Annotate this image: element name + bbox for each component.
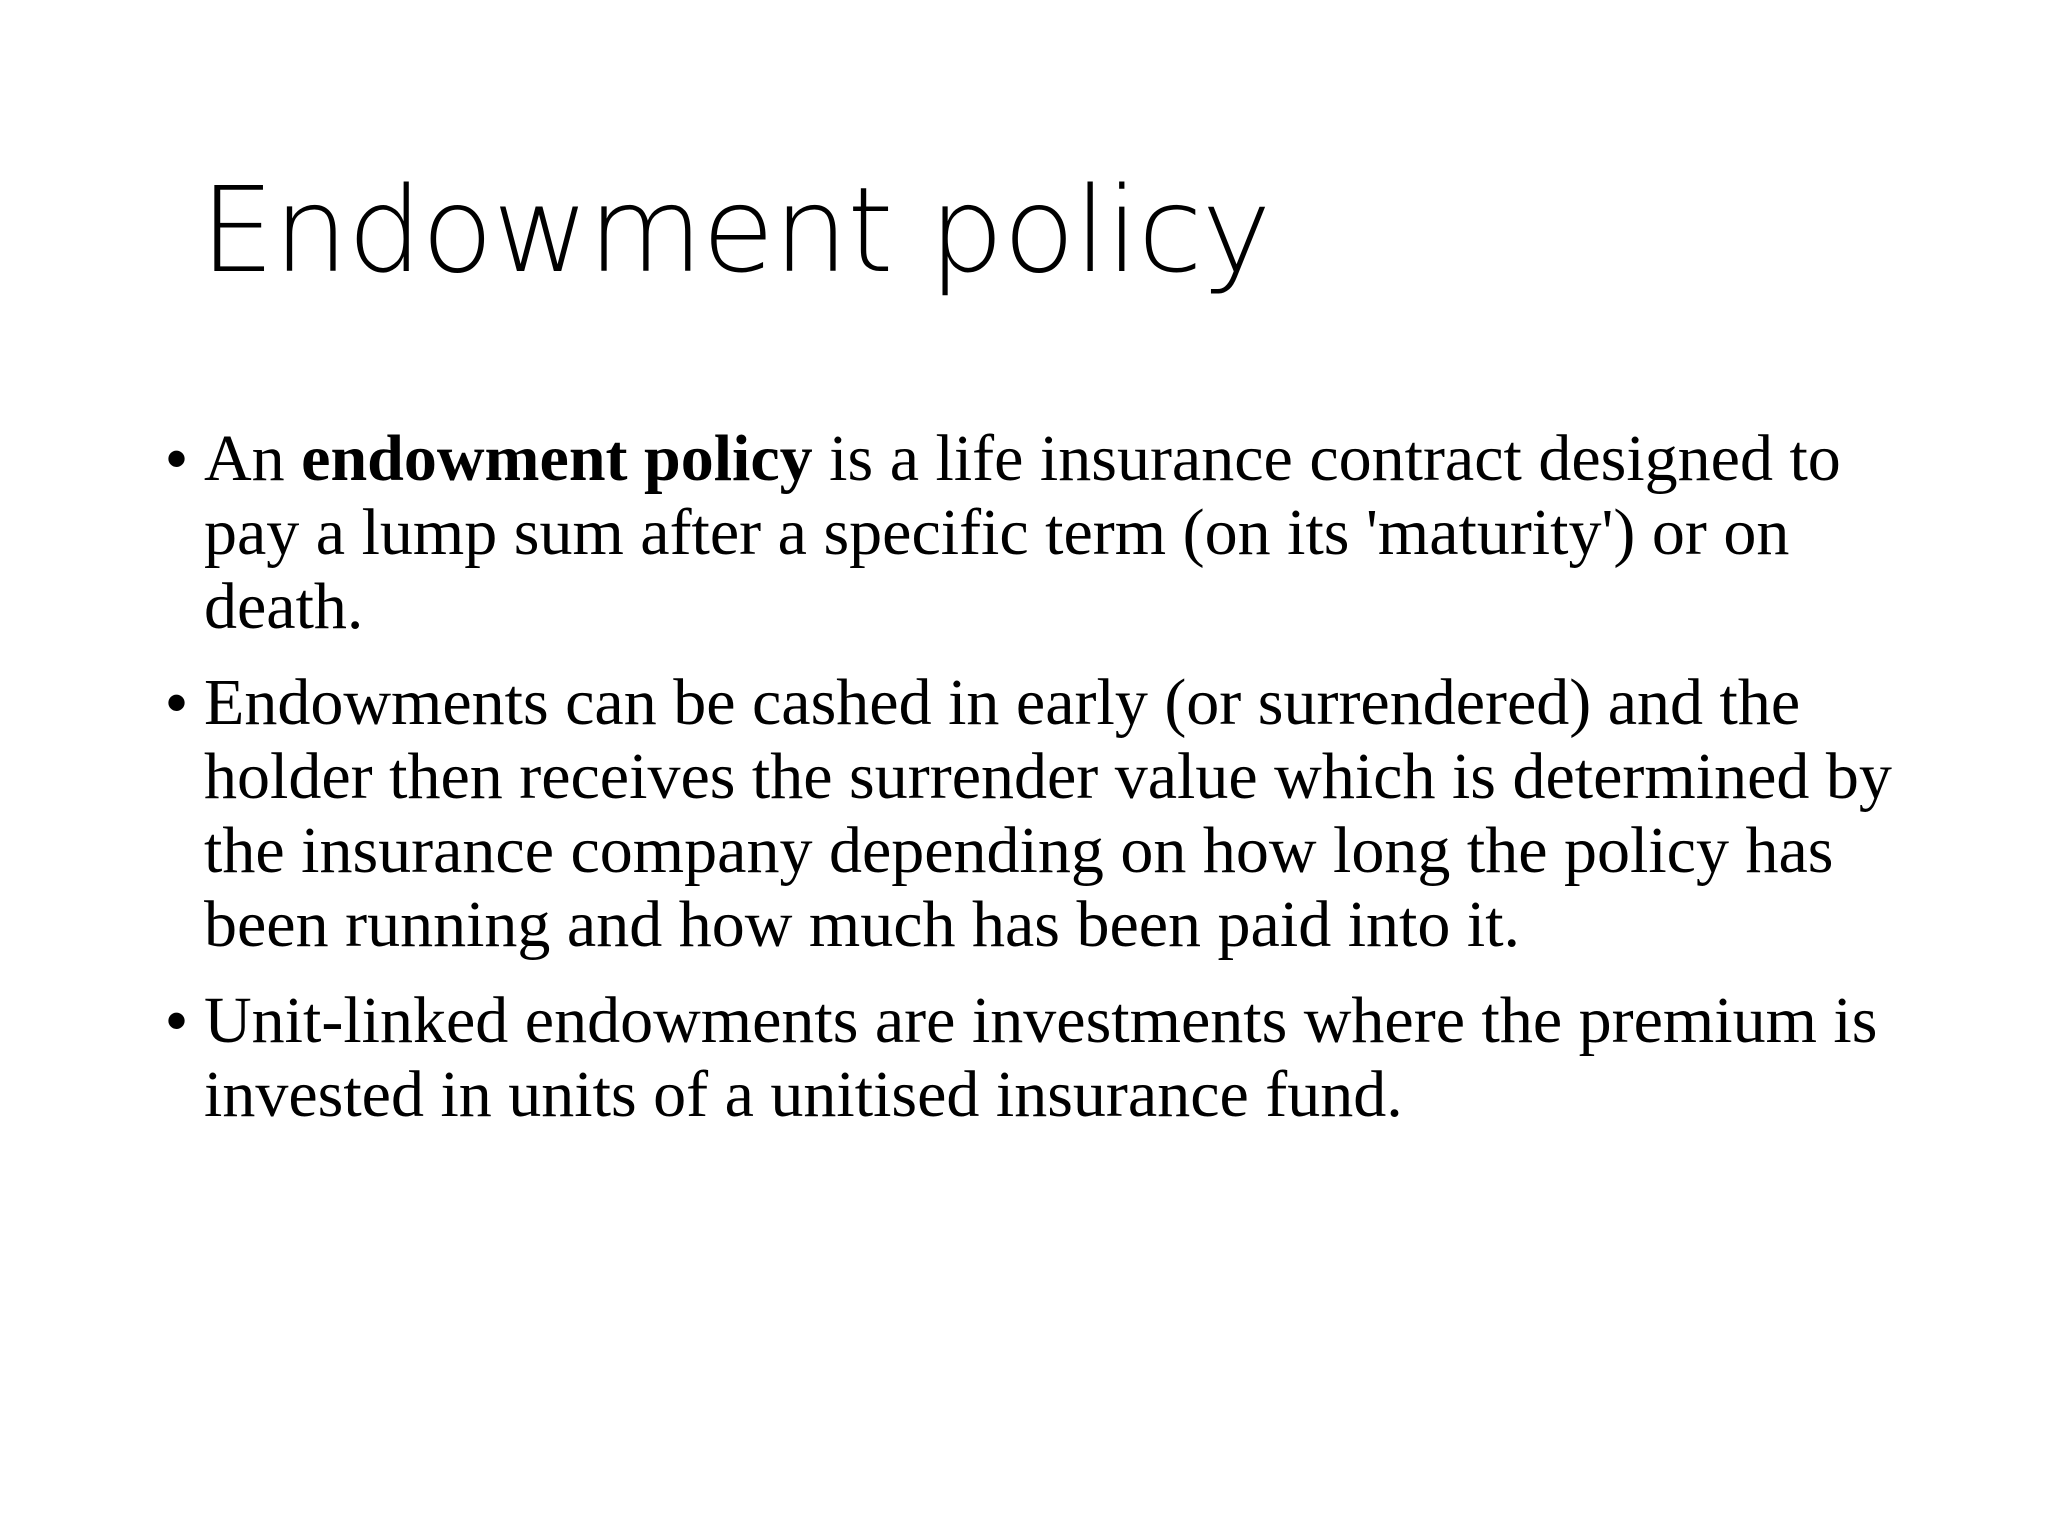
- bullet-icon: •: [166, 669, 188, 736]
- bullet-item-1: [166, 422, 1906, 644]
- bullet-1-prefix: An: [204, 422, 302, 495]
- bullet-1-suffix: is a life insurance contract designed to pay a lump sum after a specific term (on its 'maturity') or on death.: [204, 422, 1841, 643]
- bullet-icon: •: [166, 425, 188, 492]
- bullet-1-bold-term: endowment policy: [301, 422, 813, 495]
- bullet-2-text: Endowments can be cashed in early (or surrendered) and the holder then receives the surrender value which is determined by the insurance company depending on how long the policy has been running and how much has been paid into it.: [204, 666, 1892, 961]
- bullet-list: [166, 422, 1906, 1154]
- bullet-3-text: Unit-linked endowments are investments where the premium is invested in units of a unitised insurance fund.: [204, 984, 1878, 1131]
- slide-title: Endowment policy: [200, 161, 1271, 299]
- bullet-item-3: [166, 984, 1906, 1132]
- bullet-item-2: [166, 666, 1906, 962]
- bullet-icon: •: [166, 987, 188, 1054]
